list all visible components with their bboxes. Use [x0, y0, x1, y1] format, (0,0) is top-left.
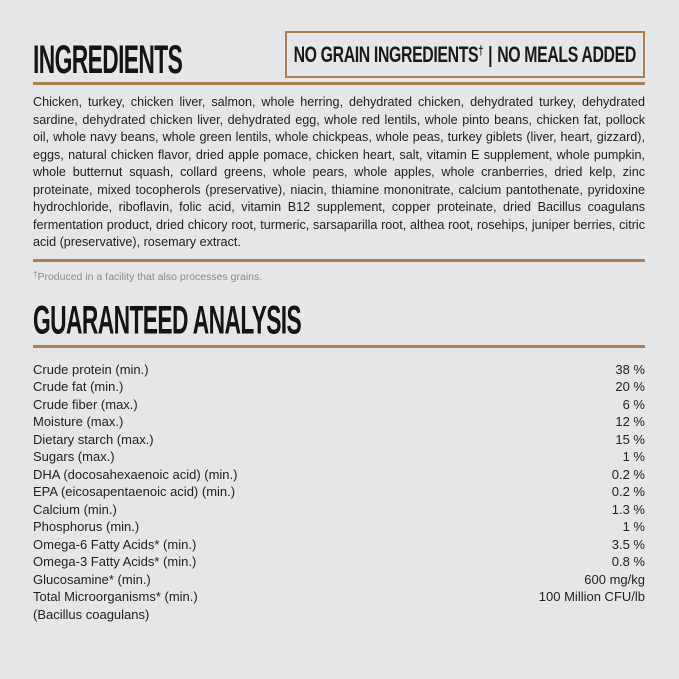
- analysis-row-sugars: [33, 448, 645, 466]
- dagger-symbol: †: [478, 42, 484, 58]
- section-divider: [33, 345, 645, 348]
- analysis-value: 20 %: [615, 379, 645, 394]
- analysis-label: Phosphorus (min.): [33, 519, 140, 534]
- analysis-row-crude-fat: [33, 378, 645, 396]
- analysis-label: Total Microorganisms* (min.): [33, 589, 198, 604]
- badge-left-text: NO GRAIN INGREDIENTS: [293, 41, 479, 67]
- analysis-value: 38 %: [615, 361, 645, 377]
- analysis-label: Crude fiber (max.): [33, 396, 138, 412]
- analysis-label: Crude fat (min.): [33, 379, 124, 394]
- analysis-value: 100 Million CFU/lb: [538, 589, 645, 604]
- guaranteed-analysis-header: [33, 298, 645, 343]
- analysis-row-crude-fiber: [33, 396, 645, 414]
- analysis-label: EPA (eicosapentaenoic acid) (min.): [33, 484, 236, 499]
- analysis-value: 600 mg/kg: [584, 571, 645, 587]
- analysis-value: 1 %: [622, 449, 645, 464]
- badge-separator: |: [488, 41, 493, 67]
- guaranteed-analysis-table: [33, 361, 645, 624]
- footnote-text: Produced in a facility that also processes grains.: [37, 270, 263, 283]
- analysis-label: Omega-3 Fatty Acids* (min.): [33, 554, 197, 569]
- analysis-label: Crude protein (min.): [33, 361, 149, 377]
- analysis-row-crude-protein: [33, 361, 645, 379]
- analysis-value: 6 %: [622, 396, 645, 412]
- footnote-dagger-symbol: †: [33, 269, 38, 279]
- badge-text: [294, 42, 636, 68]
- analysis-label: Sugars (max.): [33, 449, 115, 464]
- analysis-row-bacillus-coagulans: [33, 606, 645, 624]
- analysis-row-dietary-starch: [33, 431, 645, 449]
- analysis-value: 15 %: [615, 431, 645, 447]
- analysis-row-moisture: [33, 413, 645, 431]
- analysis-row-epa: [33, 483, 645, 501]
- analysis-value: 1 %: [622, 519, 645, 534]
- analysis-label: Calcium (min.): [33, 501, 117, 517]
- analysis-row-calcium: [33, 501, 645, 519]
- section-divider: [33, 82, 645, 85]
- ingredients-header: [33, 30, 645, 83]
- analysis-label: DHA (docosahexaenoic acid) (min.): [33, 466, 238, 482]
- ingredients-title: INGREDIENTS: [33, 38, 183, 83]
- analysis-row-dha: [33, 466, 645, 484]
- analysis-row-total-microorganisms: [33, 588, 645, 606]
- analysis-label: Omega-6 Fatty Acids* (min.): [33, 536, 197, 552]
- analysis-row-omega-6: [33, 536, 645, 554]
- analysis-label: Glucosamine* (min.): [33, 571, 151, 587]
- section-divider: [33, 259, 645, 262]
- analysis-row-glucosamine: [33, 571, 645, 589]
- analysis-value: 0.2 %: [611, 484, 645, 499]
- no-grain-badge: [285, 31, 645, 78]
- analysis-label: (Bacillus coagulans): [33, 606, 150, 622]
- analysis-row-omega-3: [33, 553, 645, 571]
- analysis-value: 0.2 %: [611, 466, 645, 482]
- analysis-value: 1.3 %: [611, 501, 645, 517]
- analysis-value: 3.5 %: [611, 536, 645, 552]
- analysis-label: Dietary starch (max.): [33, 431, 154, 447]
- grain-facility-footnote: [33, 268, 645, 284]
- analysis-value: 0.8 %: [611, 554, 645, 569]
- analysis-value: 12 %: [615, 414, 645, 429]
- guaranteed-analysis-title: GUARANTEED ANALYSIS: [33, 298, 302, 343]
- badge-right-text: NO MEALS ADDED: [497, 41, 637, 67]
- analysis-label: Moisture (max.): [33, 414, 124, 429]
- ingredients-paragraph: Chicken, turkey, chicken liver, salmon, whole herring, dehydrated chicken, dehydrated turkey, dehydrated sardine, dehydrated chicken liver, dehydrated egg, whole red lentils, whole pinto beans, chicken fat, pollock oil, whole navy beans, whole green lentils, whole chickpeas, whole peas, turkey giblets (liver, heart, gizzard), eggs, natural chicken flavor, dried apple pomace, chicken heart, salt, vitamin E supplement, whole pumpkin, whole butternut squash, collard greens, whole pears, whole apples, whole cranberries, dried kelp, zinc proteinate, mixed tocopherols (preservative), niacin, thiamine mononitrate, calcium pantothenate, pyridoxine hydrochloride, riboflavin, folic acid, vitamin B12 supplement, copper proteinate, dried Bacillus coagulans fermentation product, dried chicory root, turmeric, sarsaparilla root, althea root, rosehips, juniper berries, citric acid (preservative), rosemary extract.: [33, 95, 645, 249]
- analysis-row-phosphorus: [33, 518, 645, 536]
